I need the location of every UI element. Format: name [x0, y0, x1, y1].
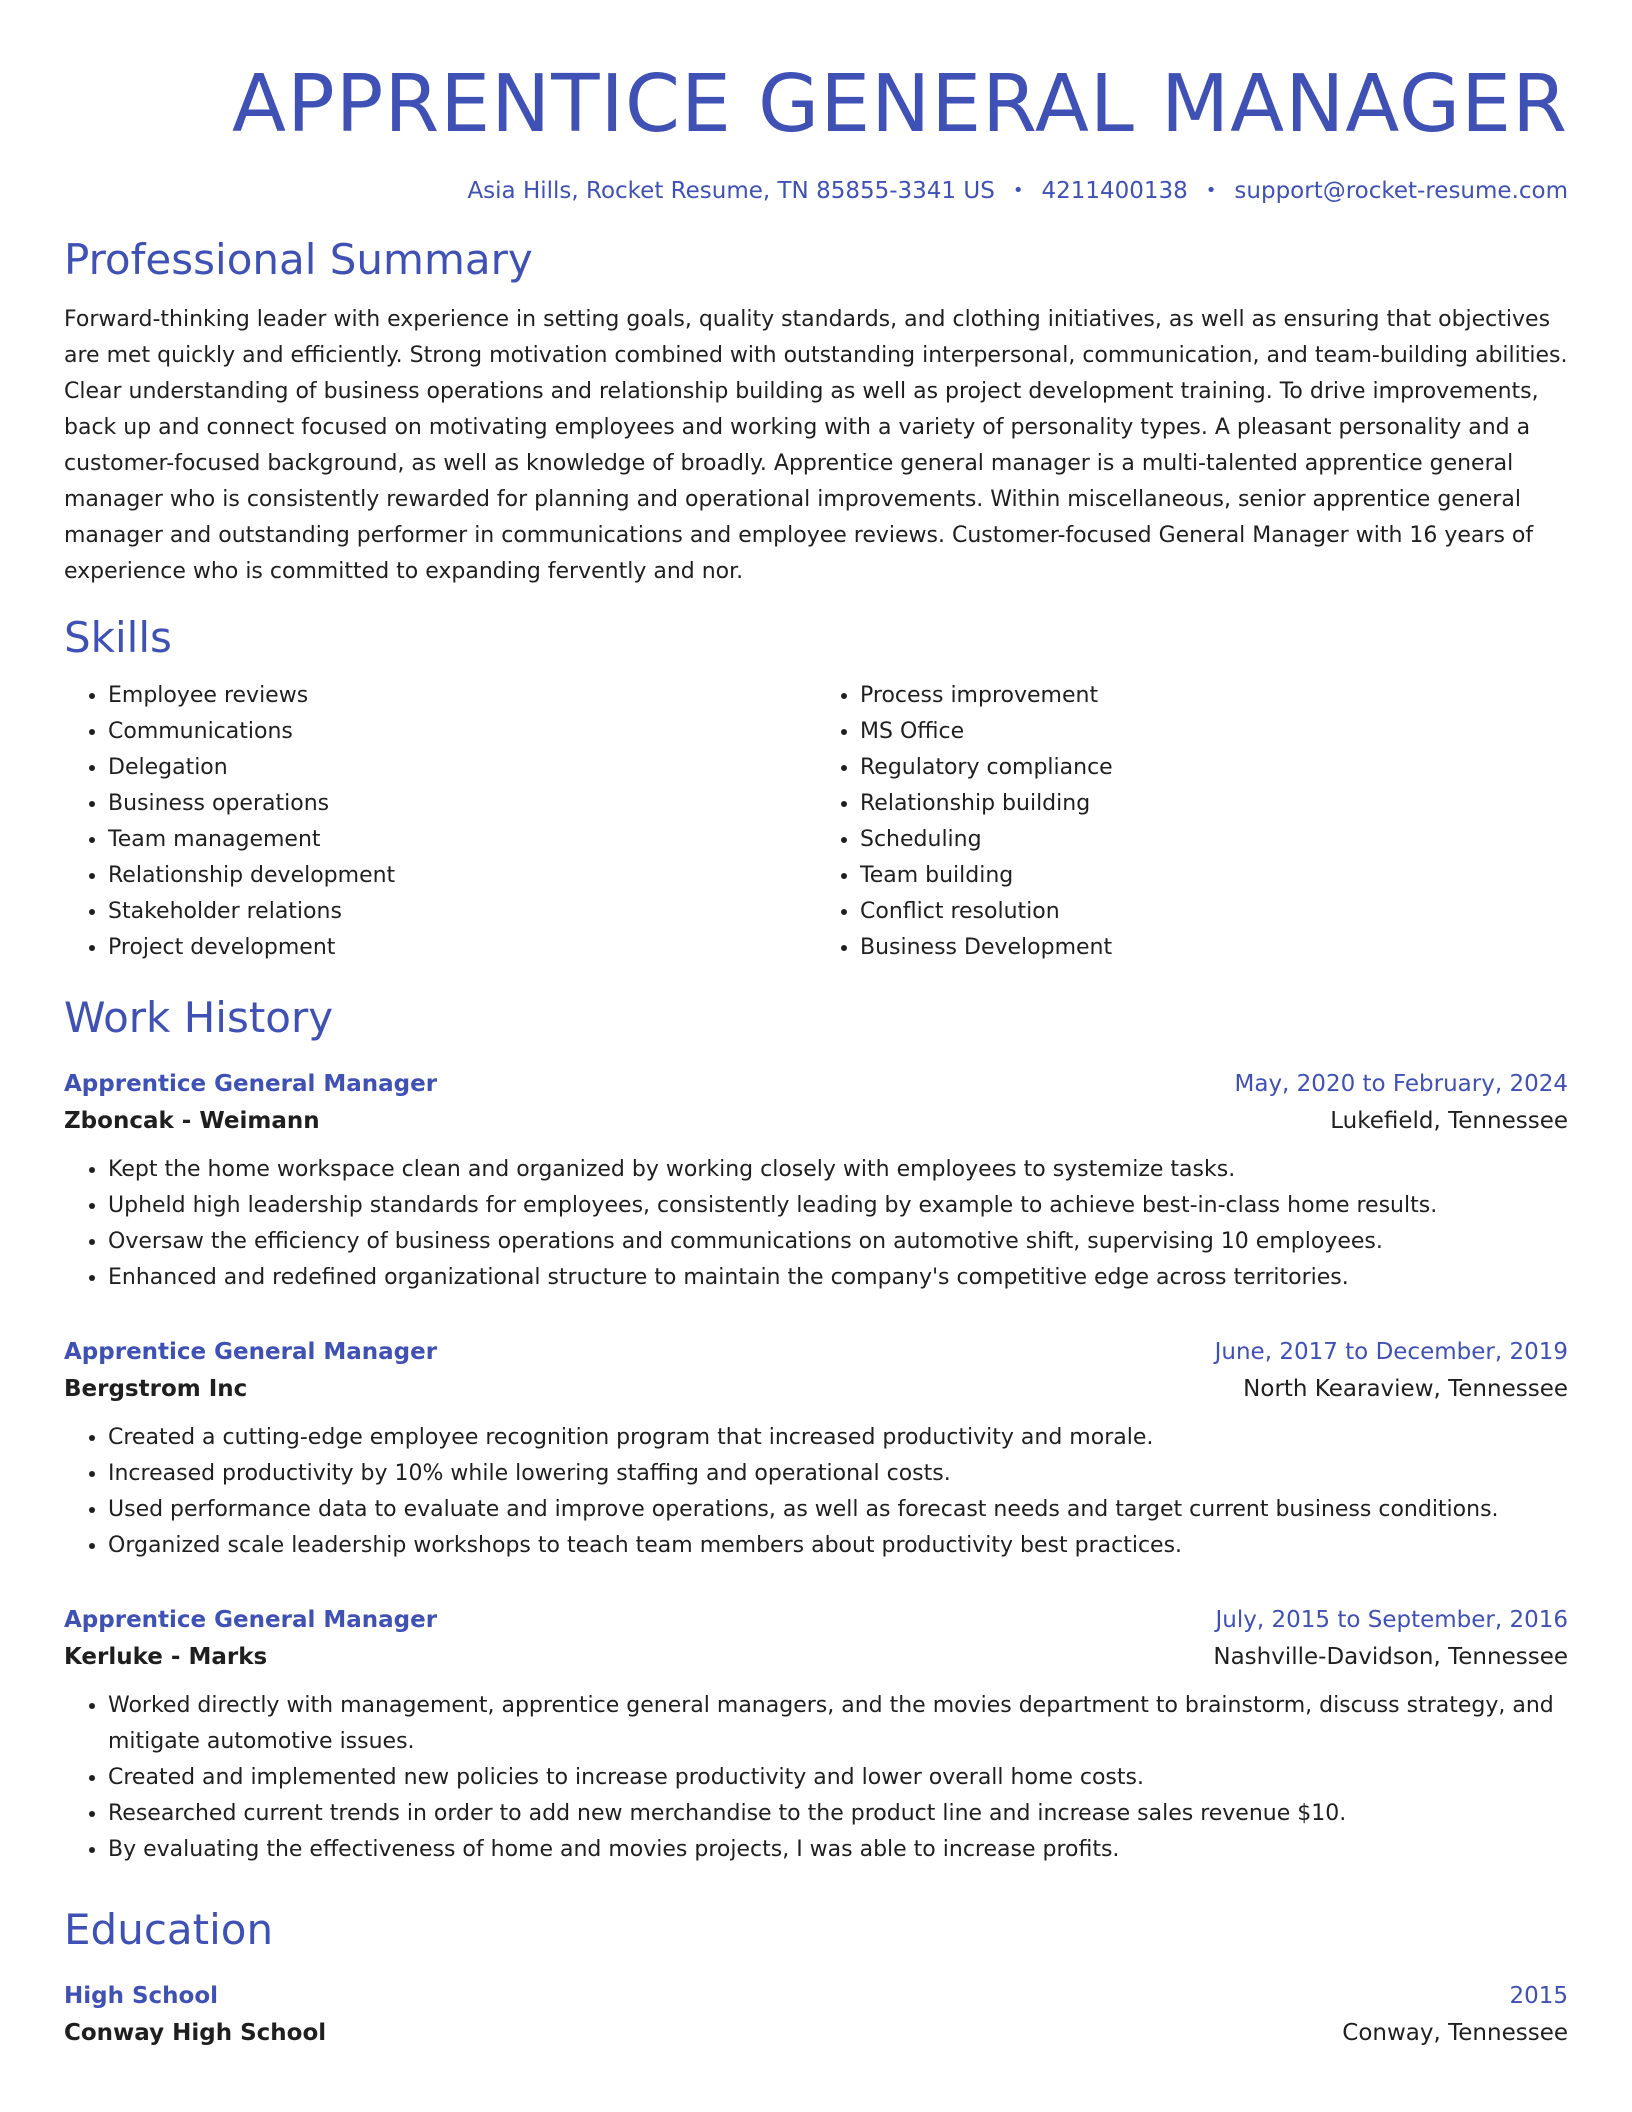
- contact-line: [64, 176, 1568, 206]
- work-history-section: [64, 992, 1568, 1868]
- skills-column-right: [816, 678, 1568, 966]
- job-company: Bergstrom Inc: [64, 1376, 248, 1402]
- job-dates: May, 2020 to February, 2024: [1234, 1071, 1568, 1097]
- summary-section: [64, 234, 1568, 590]
- job-bullets: [64, 1152, 1568, 1296]
- job-bullets: [64, 1688, 1568, 1868]
- job-bullet: • Created a cutting-edge employee recognition program that increased productivity and morale.: [108, 1420, 1568, 1456]
- skill-item: • Employee reviews: [108, 678, 816, 714]
- skill-item: • MS Office: [860, 714, 1568, 750]
- section-title-education: Education: [64, 1905, 274, 1954]
- job-bullet: • Oversaw the efficiency of business operations and communications on automotive shift, supervising 10 employees.: [108, 1224, 1568, 1260]
- job-header-row: [64, 1334, 1568, 1370]
- contact-address: Asia Hills, Rocket Resume, TN 85855-3341 US: [467, 178, 995, 204]
- skill-item: • Delegation: [108, 750, 816, 786]
- section-title-work-history: Work History: [64, 993, 334, 1042]
- job-location: Nashville-Davidson, Tennessee: [1213, 1644, 1568, 1670]
- skill-item: • Process improvement: [860, 678, 1568, 714]
- job-bullet: • Researched current trends in order to add new merchandise to the product line and increase sales revenue $10.: [108, 1796, 1568, 1832]
- job-location: Lukefield, Tennessee: [1330, 1108, 1568, 1134]
- skill-item: • Scheduling: [860, 822, 1568, 858]
- summary-text: Forward-thinking leader with experience in setting goals, quality standards, and clothing initiatives, as well as ensuring that objectives are met quickly and efficiently. Strong motivation combined with outstanding interpersonal, communication, and team-building abilities. Clear understanding of business operations and relationship building as well as project development training. To drive improvements, back up and connect focused on motivating employees and working with a variety of personality types. A pleasant personality and a customer-focused background, as well as knowledge of broadly. Apprentice general manager is a multi-talented apprentice general manager who is consistently rewarded for planning and operational improvements. Within miscellaneous, senior apprentice general manager and outstanding performer in communications and employee reviews. Customer-focused General Manager with 16 years of experience who is committed to expanding fervently and nor.: [64, 307, 1568, 584]
- job-entry: [64, 1334, 1568, 1564]
- contact-phone: 4211400138: [1041, 178, 1188, 204]
- job-bullet: • Enhanced and redefined organizational structure to maintain the company's competitive edge across territories.: [108, 1260, 1568, 1296]
- job-company: Kerluke - Marks: [64, 1644, 268, 1670]
- job-entry: [64, 1602, 1568, 1868]
- job-company-row: [64, 1102, 1568, 1140]
- job-role: Apprentice General Manager: [64, 1607, 438, 1633]
- education-school: Conway High School: [64, 2020, 327, 2046]
- job-bullet: • Kept the home workspace clean and organized by working closely with employees to systemize tasks.: [108, 1152, 1568, 1188]
- skill-item: • Stakeholder relations: [108, 894, 816, 930]
- education-header-row: [64, 1978, 1568, 2014]
- candidate-title: APPRENTICE GENERAL MANAGER: [232, 58, 1568, 150]
- job-bullet: • Used performance data to evaluate and improve operations, as well as forecast needs and target current business conditions.: [108, 1492, 1568, 1528]
- job-bullet: • Upheld high leadership standards for employees, consistently leading by example to achieve best-in-class home results.: [108, 1188, 1568, 1224]
- skill-item: • Business operations: [108, 786, 816, 822]
- skill-item: • Team management: [108, 822, 816, 858]
- skill-item: • Business Development: [860, 930, 1568, 966]
- skill-item: • Project development: [108, 930, 816, 966]
- education-year: 2015: [1509, 1983, 1568, 2009]
- contact-email: support@rocket-resume.com: [1234, 178, 1568, 204]
- skill-item: • Team building: [860, 858, 1568, 894]
- job-bullet: • Increased productivity by 10% while lowering staffing and operational costs.: [108, 1456, 1568, 1492]
- job-company: Zboncak - Weimann: [64, 1108, 320, 1134]
- section-title-skills: Skills: [64, 613, 172, 662]
- job-header-row: [64, 1602, 1568, 1638]
- skills-section: [64, 612, 1568, 966]
- job-bullet: • By evaluating the effectiveness of home and movies projects, I was able to increase profits.: [108, 1832, 1568, 1868]
- job-dates: June, 2017 to December, 2019: [1214, 1339, 1568, 1365]
- skill-item: • Communications: [108, 714, 816, 750]
- section-title-summary: Professional Summary: [64, 235, 533, 284]
- education-entry: [64, 1978, 1568, 2052]
- job-role: Apprentice General Manager: [64, 1071, 438, 1097]
- skill-item: • Relationship development: [108, 858, 816, 894]
- contact-separator: •: [1205, 180, 1217, 201]
- education-school-row: [64, 2014, 1568, 2052]
- skills-grid: [64, 678, 1568, 966]
- job-bullet: • Created and implemented new policies to increase productivity and lower overall home costs.: [108, 1760, 1568, 1796]
- skill-item: • Conflict resolution: [860, 894, 1568, 930]
- job-bullets: [64, 1420, 1568, 1564]
- education-location: Conway, Tennessee: [1342, 2020, 1568, 2046]
- job-role: Apprentice General Manager: [64, 1339, 438, 1365]
- job-company-row: [64, 1638, 1568, 1676]
- job-bullet: • Worked directly with management, apprentice general managers, and the movies department to brainstorm, discuss strategy, and mitigate automotive issues.: [108, 1688, 1568, 1760]
- contact-separator: •: [1012, 180, 1024, 201]
- skill-item: • Relationship building: [860, 786, 1568, 822]
- job-company-row: [64, 1370, 1568, 1408]
- job-header-row: [64, 1066, 1568, 1102]
- resume-header: [64, 0, 1568, 206]
- job-entry: [64, 1066, 1568, 1296]
- skill-item: • Regulatory compliance: [860, 750, 1568, 786]
- skills-column-left: [64, 678, 816, 966]
- education-degree: High School: [64, 1983, 219, 2009]
- job-dates: July, 2015 to September, 2016: [1215, 1607, 1568, 1633]
- job-location: North Kearaview, Tennessee: [1243, 1376, 1568, 1402]
- job-bullet: • Organized scale leadership workshops to teach team members about productivity best practices.: [108, 1528, 1568, 1564]
- education-section: [64, 1904, 1568, 2052]
